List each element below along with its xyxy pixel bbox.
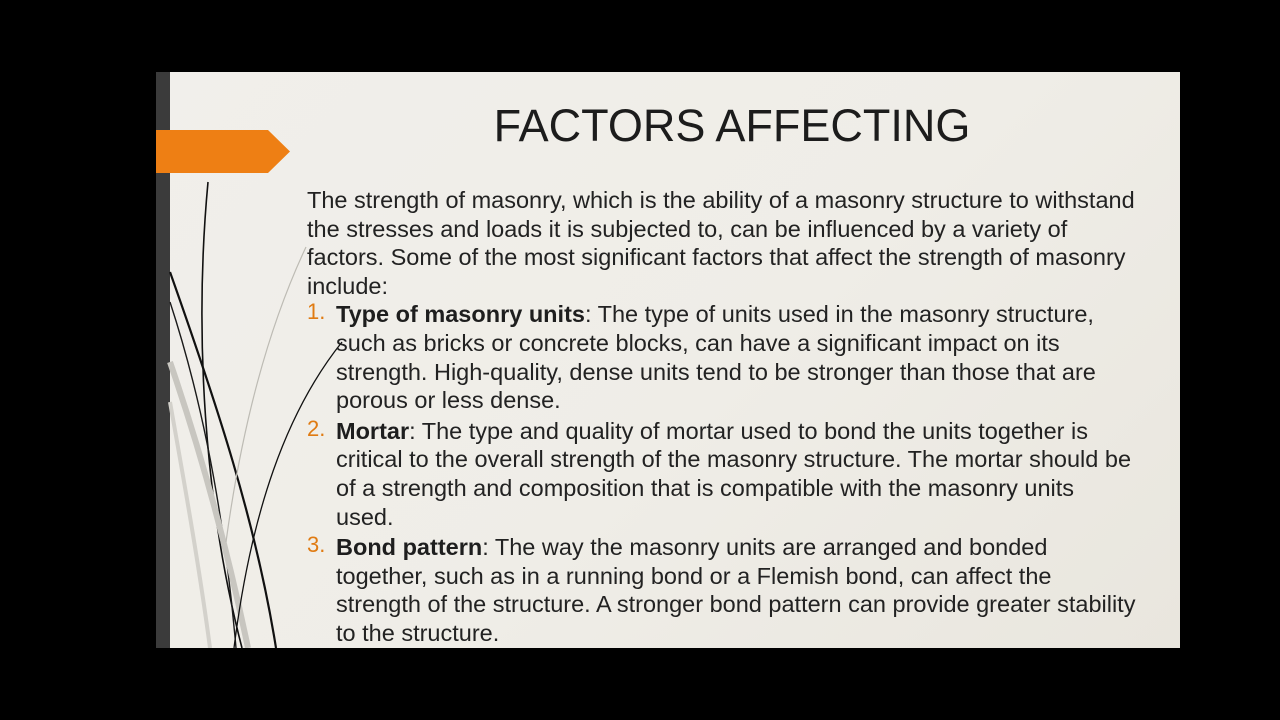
factor-term: Type of masonry units	[336, 301, 585, 328]
factor-number: 1.	[307, 299, 326, 325]
factor-term: Mortar	[336, 417, 410, 444]
factor-term: Bond pattern	[336, 534, 483, 561]
intro-paragraph: The strength of masonry, which is the ability of a masonry structure to withstand the stresses and loads it is subjected to, can be influenced by a variety of factors. Some of the most significant factors that affect the strength of masonry include:	[307, 187, 1135, 299]
factor-description: : The way the masonry units are arranged and bonded together, such as in a running bond or a Flemish bond, can affect the strength of the structure. A stronger bond pattern can provide greater stability to the structure.	[336, 534, 1136, 646]
factor-item-bond-pattern	[307, 533, 1137, 647]
factor-number: 3.	[307, 532, 326, 558]
factor-description: : The type of units used in the masonry structure, such as bricks or concrete blocks, can have a significant impact on its strength. High-quality, dense units tend to be stronger than those that are porous or less dense.	[336, 301, 1096, 414]
slide-title: FACTORS AFFECTING	[493, 100, 971, 151]
accent-arrow-tab	[156, 130, 290, 173]
factor-description: : The type and quality of mortar used to bond the units together is critical to the overall strength of the masonry structure. The mortar should be of a strength and composition that is compatible with the masonry units used.	[336, 417, 1132, 530]
slide	[156, 72, 1180, 648]
factor-item-mortar	[307, 417, 1137, 531]
factor-list	[307, 300, 1137, 647]
factor-item-masonry-units	[307, 300, 1137, 414]
slide-body	[307, 186, 1137, 648]
factor-number: 2.	[307, 415, 326, 441]
